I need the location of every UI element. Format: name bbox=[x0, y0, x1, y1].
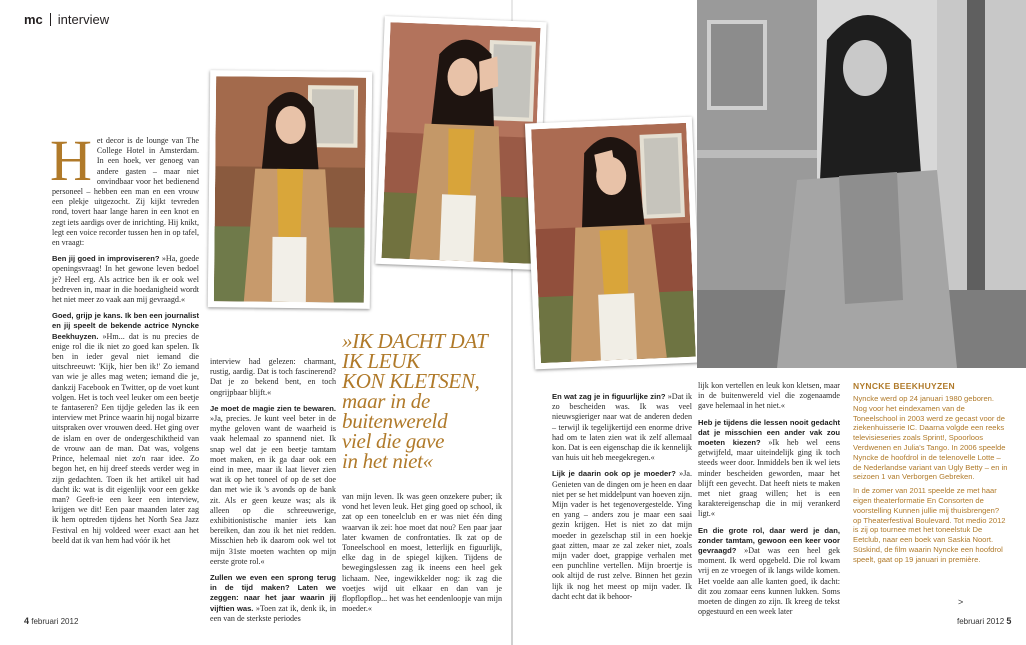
photo-1 bbox=[208, 70, 372, 309]
header-divider bbox=[50, 13, 51, 26]
issue-date: februari 2012 bbox=[957, 617, 1005, 626]
pull-quote-line: »IK DACHT DAT bbox=[342, 329, 488, 353]
intro-paragraph bbox=[50, 128, 199, 248]
column-4 bbox=[552, 392, 692, 608]
section-header bbox=[24, 12, 109, 27]
section-label: interview bbox=[57, 12, 110, 27]
question: En die grote rol, daar werd je dan, zonder tamtam, gewoon een keer voor gevraagd? bbox=[698, 525, 840, 556]
question: Goed, grijp je kans. Ik ben een journalist en jij speelt de bekende actrice Nyncke Beekhuyzen. bbox=[52, 311, 199, 341]
answer: »Ik heb wel eens getwijfeld, maar uiteindelijk ging ik toch steeds weer door. Inmiddels ben ik wel iets minder bescheiden geworden, maar het blijft een gevecht. Dat heeft niets te maken met niet graag willen; het is een karaktereigenschap die in mij verankerd ligt.« bbox=[698, 438, 841, 519]
photo-2 bbox=[375, 16, 546, 270]
answer: »Ja, precies. Je kunt veel beter in de mythe geloven want de waarheid is vaak helemaal zo spannend niet. Ik snap wel dat je een beetje tamtam moet maken, en ik ga daar ook een eind in mee, maar ik laat liever zien wat ik op het toneel of op de set doe dan met wie ik 's avonds op de bank zit. Als er geen keuze was; als ik alleen op die schreeuwerige, exhibitionistische manier iets kan bereiken, dan zou ik het niet redden. Misschien heb ik daarom ook wel tot mijn 31ste moeten wachten op mijn eerste grote rol.« bbox=[210, 414, 336, 566]
photo-3 bbox=[525, 117, 702, 370]
page-number: 4 bbox=[24, 616, 30, 626]
photo-4-bw bbox=[697, 0, 1026, 368]
qa-2-1 bbox=[210, 357, 336, 398]
issue-date: februari 2012 bbox=[31, 617, 79, 626]
bio-box bbox=[853, 394, 1009, 569]
answer: lijk kon vertellen en leuk kon kletsen, maar in de buitenwereld viel die zogenaamde gave helemaal in het niet.« bbox=[698, 381, 840, 411]
qa-4-1 bbox=[552, 392, 692, 463]
answer: »Dat was een heel gek moment. Ik werd opgebeld. Die rol kwam vrij en ze vroegen of ik langs wilde komen. Het voelde aan alle kanten goed, ik dacht: dit zou zomaar eens kunnen lukken. Soms moeten de dingen zo zijn. Ik kreeg de tekst opgestuurd en een week later bbox=[698, 546, 840, 617]
bio-paragraph: Nyncke werd op 24 januari 1980 geboren. Nog voor het eindexamen van de Toneelschool in 2003 werd ze gecast voor de ziekenhuisserie IC. Daarna volgde een reeks televisieseries zoals Sprint!, Spoorloos Verdwenen en Julia's Tango. In 2006 speelde Nyncke de hoofdrol in de telenovelle Lotte – de Nederlandse variant van Ugly Betty – en in seizoen 1 van Verborgen Gebreken. bbox=[853, 394, 1008, 482]
qa-1-1 bbox=[52, 254, 199, 305]
page-number: 5 bbox=[1006, 616, 1012, 626]
question: Je moet de magie zien te bewaren. bbox=[210, 403, 336, 413]
folio-left bbox=[24, 616, 78, 626]
pull-quote-line: IK LEUK bbox=[342, 349, 420, 373]
pull-quote-line: KON KLETSEN, bbox=[342, 369, 480, 393]
photo-3-image bbox=[531, 123, 696, 363]
pull-quote-line: viel die gave bbox=[342, 429, 445, 453]
intro-text: et decor is de lounge van The College Hotel in Amsterdam. In een hoek, ver genoeg van andere gasten – maar niet onvindbaar voor het bedienend personeel – hebben een man en een vrouw een plekje uitgezocht. Zij kijkt tevreden rond, tovert haar lange haren in een knot en zegt iets aardigs over de inrichting. Hij knikt, legt een voice recorder tussen hen in op tafel, en vraagt: bbox=[52, 136, 199, 248]
folio-right bbox=[957, 616, 1011, 626]
qa-3-1 bbox=[342, 492, 502, 614]
answer: »Toen zat ik, denk ik, in een van de sterkste periodes bbox=[210, 603, 336, 623]
pull-quote-line: in het niet« bbox=[342, 449, 433, 473]
qa-5-3 bbox=[698, 526, 840, 618]
question: Ben jij goed in improviseren? bbox=[52, 254, 160, 264]
photo-1-image bbox=[214, 76, 366, 303]
question: Heb je tijdens die lessen nooit gedacht dat je misschien een ander vak zou moeten kiezen? bbox=[698, 417, 840, 448]
qa-1-2 bbox=[52, 311, 199, 546]
question: Zullen we even een sprong terug in de tijd maken? Laten we zeggen: naar het jaar waarin jij vijftien was. bbox=[210, 573, 336, 613]
qa-5-2 bbox=[698, 418, 840, 520]
qa-5-1 bbox=[698, 381, 840, 412]
question: Lijk je daarin ook op je moeder? bbox=[552, 469, 676, 479]
answer: »Ja. Genieten van de dingen om je heen en daar niet per se het middelpunt van hoeven zijn. Mijn vader is het tegenovergestelde. Ying en yang – anders zou je maar een saai gezin krijgen. Het is niet zo dat mijn moeder in gezelschap stil in een hoekje gaat zitten, maar ze zal zeker niet, zoals mijn vader doet, grappige verhalen met een punchline vertellen. Mijn broertje is ook altijd de rust zelve. Binnen het gezin lijk ik nog het meest op mijn vader. Ik dacht echt dat ik behoor- bbox=[552, 469, 692, 601]
photo-2-image bbox=[382, 22, 541, 264]
bio-paragraph: In de zomer van 2011 speelde ze met haar eigen theaterformatie En Consorten de voorstelling Kunnen jullie mij thuisbrengen? op Theaterfestival Boulevard. Tot medio 2012 is zij op tournee met het toneelstuk De Eetclub, naar een boek van Saskia Noort. Süskind, de film waarin Nyncke een hoofdrol speelt, gaat op 19 januari in première. bbox=[853, 486, 1006, 564]
drop-cap: H bbox=[50, 128, 92, 193]
answer: »Ha, goede openingsvraag! In het gewone leven bedoel je? Heel erg. Als actrice ben ik er ook wel bedreven in, maar in die hoedanigheid wordt het niet meer zo vaak aan mij gevraagd.« bbox=[52, 254, 199, 305]
continue-arrow: > bbox=[958, 597, 964, 607]
qa-2-2 bbox=[210, 404, 336, 567]
intro-column bbox=[50, 128, 199, 552]
brand-mark: mc bbox=[24, 12, 43, 27]
bio-title: NYNCKE BEEKHUYZEN bbox=[853, 381, 955, 391]
pull-quote-line: maar in de bbox=[342, 389, 430, 413]
question: En wat zag je in figuurlijke zin? bbox=[552, 392, 666, 401]
column-5 bbox=[698, 381, 840, 623]
answer: »Dat ik zo bescheiden was. Ik was veel nieuwsgieriger naar wat de anderen deden – terwijl ik tegelijkertijd een enorme drive had om te laten zien wat ik zelf allemaal kon. Dat is een eigenschap die ik kennelijk van huis uit heb meegekregen.« bbox=[552, 392, 692, 463]
answer: »Hm... dat is nu precies de enige rol die ik niet zo goed kan spelen. Ik ben in ieder geval niet iemand die uitschreeuwt: 'Kijk, hier ben ik!' Zo iemand van wie je alles mag weten; iemand die je, dankzij Facebook en Twitter, op de voet kunt volgen. Het is toch veel leuker om een beetje te fantaseren? Een tijdje geleden las ik een interview met Prince waarin hij nogal bizarre uitspraken over vrouwen deed. Het ging over de islam en over de ondergeschiktheid van de vrouw aan de man. Dat was, volgens Prince, helemaal niet zo'n raar idee. Zo begon het, en hij dreef steeds verder weg in zijn gedachten. Toen ik het artikel uit had dacht ik: wat is dit eigenlijk voor een gekke man? Geeft-ie een keer een interview, krijgen we dit! Een paar maanden later zag ik hem optreden tijdens het North Sea Jazz Festival en hij voldeed weer exact aan het beeld dat ik van hem had vóór ik het bbox=[52, 331, 199, 545]
column-2 bbox=[210, 357, 336, 630]
answer: interview had gelezen: charmant, rustig, aardig. Dat is toch fascinerend? Dat je zo bekend bent, en toch ongrijpbaar blijft.« bbox=[210, 357, 336, 397]
column-3 bbox=[342, 492, 502, 620]
pull-quote-line: buitenwereld bbox=[342, 409, 448, 433]
answer: van mijn leven. Ik was geen onzekere puber; ik vond het leven leuk. Het ging goed op school, ik zat op een toneelclub en er was niet één ding waarvan ik zei: hoe moet dat nou? Een paar jaar later kwamen de confrontaties. Ik zat op de Toneelschool en moest, letterlijk en figuurlijk, elke dag in de spiegel kijken. Tijdens de bewegingslessen zag ik ineens een heel gek lichaam. Nee, ingewikkelder nog: ik zag die voetjes wijd uit elkaar en dan van je flopflopflop... het was het eendenloopje van mijn moeder.« bbox=[342, 492, 502, 614]
qa-4-2 bbox=[552, 469, 692, 602]
qa-2-3 bbox=[210, 573, 336, 624]
pull-quote bbox=[342, 331, 502, 471]
